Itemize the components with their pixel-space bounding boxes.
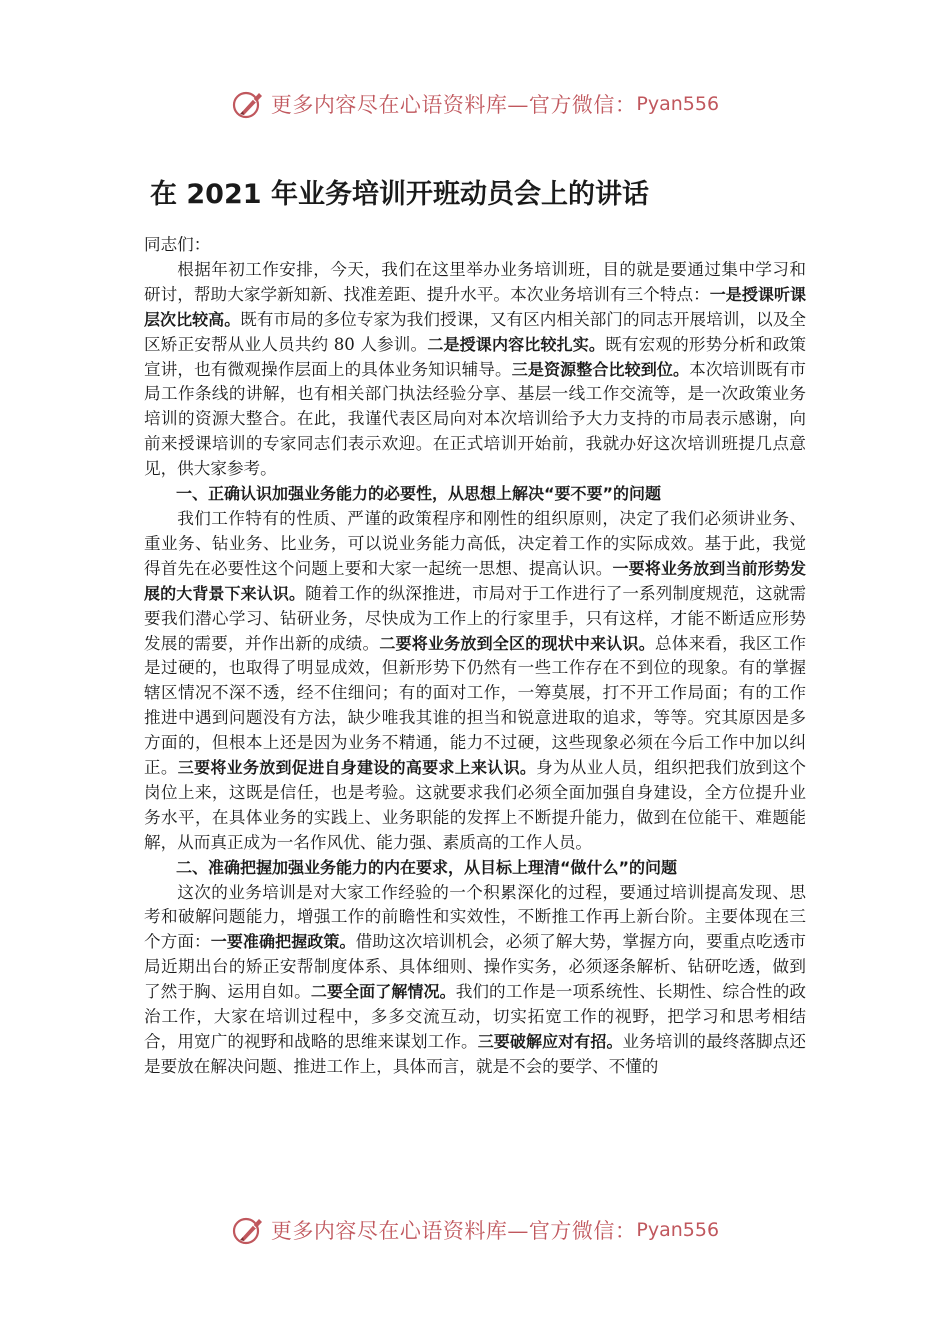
paragraph-text: 总体来看，我区工作是过硬的，也取得了明显成效，但新形势下仍然有一些工作存在不到位的现象。有的掌握辖区情况不深不透，经不住细问；有的面对工作，一筹莫展，打不开工作局面；有的工作推进中遇到问题没有方法，缺少唯我其谁的担当和锐意进取的追求，等等。究其原因是多方面的，但根本上还是因为业务不精通，能力不过硬，这些现象必须在今后工作中加以纠正。	[144, 633, 807, 778]
banner-text: 更多内容尽在心语资料库—官方微信：	[270, 1219, 637, 1243]
bold-point: 三要将业务放到促进自身建设的高要求上来认识。	[177, 758, 537, 778]
bold-point: 一是授课听课层次比较高。	[144, 284, 806, 329]
bold-point: 三是资源整合比较到位。	[511, 359, 690, 379]
paragraph-text: 我们的工作是一项系统性、长期性、综合性的政治工作，大家在培训过程中，多多交流互动，切实拓宽工作的视野，把学习和思考相结合，用宽广的视野和战略的思维来谋划工作。	[144, 982, 806, 1051]
paragraph-text: 这次的业务培训是对大家工作经验的一个积累深化的过程，要通过培训提高发现、思考和破解问题能力，增强工作的前瞻性和实效性，不断推工作再上新台阶。主要体现在三个方面：	[144, 882, 806, 952]
header-watermark-banner	[0, 84, 950, 124]
section-heading-text: 二、准确把握加强业务能力的内在要求，从目标上理清“做什么”的问题	[176, 857, 678, 877]
banner-wechat-id: Pyan556	[636, 1219, 720, 1241]
paragraph-text: 我们工作特有的性质、严谨的政策程序和刚性的组织原则，决定了我们必须讲业务、重业务、钻业务、比业务，可以说业务能力高低，决定着工作的实际成效。基于此，我觉得首先在必要性这个问题上要和大家一起统一思想、提高认识。	[144, 508, 806, 578]
bold-point: 二要将业务放到全区的现状中来认识。	[379, 633, 655, 653]
greeting: 同志们：	[144, 235, 211, 254]
banner-text: 更多内容尽在心语资料库—官方微信：	[270, 93, 637, 117]
bold-point: 三要破解应对有招。	[477, 1032, 623, 1051]
paragraph-text: 借助这次培训机会，必须了解大势，掌握方向，要重点吃透市局近期出台的矫正安帮制度体系、具体细则、操作实务，必须逐条解析、钻研吃透，做到了然于胸、运用自如。	[144, 932, 806, 1002]
section-heading	[144, 482, 806, 507]
section-heading	[144, 856, 806, 881]
quill-pen-logo-icon	[231, 87, 265, 121]
quill-pen-logo-icon	[231, 1213, 265, 1247]
document-title: 在 2021 年业务培训开班动员会上的讲话	[150, 179, 649, 210]
paragraph	[144, 507, 806, 856]
paragraph-text: 本次培训既有市局工作条线的讲解，也有相关部门执法经验分享、基层一线工作交流等，是一次政策业务培训的资源大整合。在此，我谨代表区局向对本次培训给予大力支持的市局表示感谢，向前来授课培训的专家同志们表示欢迎。在正式培训开始前，我就办好这次培训班提几点意见，供大家参考。	[144, 359, 806, 479]
paragraph-text: 业务培训的最终落脚点还是要放在解决问题、推进工作上，具体而言，就是不会的要学、不懂的	[144, 1032, 806, 1076]
bold-point: 二是授课内容比较扎实。	[427, 334, 606, 354]
section-heading-text: 一、正确认识加强业务能力的必要性，从思想上解决“要不要”的问题	[176, 484, 662, 504]
paragraph	[144, 881, 806, 1080]
paragraph	[144, 258, 806, 482]
paragraph-text: 随着工作的纵深推进，市局对于工作进行了一系列制度规范，这就需要我们潜心学习、钻研业务，尽快成为工作上的行家里手，只有这样，才能不断适应形势发展的需要，并作出新的成绩。	[144, 583, 806, 653]
bold-point: 一要准确把握政策。	[210, 932, 356, 952]
bold-point: 一要将业务放到当前形势发展的大背景下来认识。	[144, 558, 806, 603]
footer-watermark-banner	[0, 1210, 950, 1250]
paragraph-text: 身为从业人员，组织把我们放到这个岗位上来，这既是信任，也是考验。这就要求我们必须全面加强自身建设，全方位提升业务水平，在具体业务的实践上、业务职能的发挥上不断提升能力，做到在位能干、难题能解，从而真正成为一名作风优、能力强、素质高的工作人员。	[144, 758, 807, 852]
bold-point: 二要全面了解情况。	[310, 982, 456, 1002]
document-body	[144, 233, 806, 1080]
paragraph-text: 根据年初工作安排，今天，我们在这里举办业务培训班，目的就是要通过集中学习和研讨，帮助大家学新知新、找准差距、提升水平。本次业务培训有三个特点：	[144, 259, 806, 304]
paragraph-text: 既有宏观的形势分析和政策宣讲，也有微观操作层面上的具体业务知识辅导。	[144, 334, 806, 379]
banner-wechat-id: Pyan556	[636, 93, 720, 115]
paragraph-text: 既有市局的多位专家为我们授课，又有区内相关部门的同志开展培训，以及全区矫正安帮从业人员共约 80 人参训。	[144, 309, 806, 354]
